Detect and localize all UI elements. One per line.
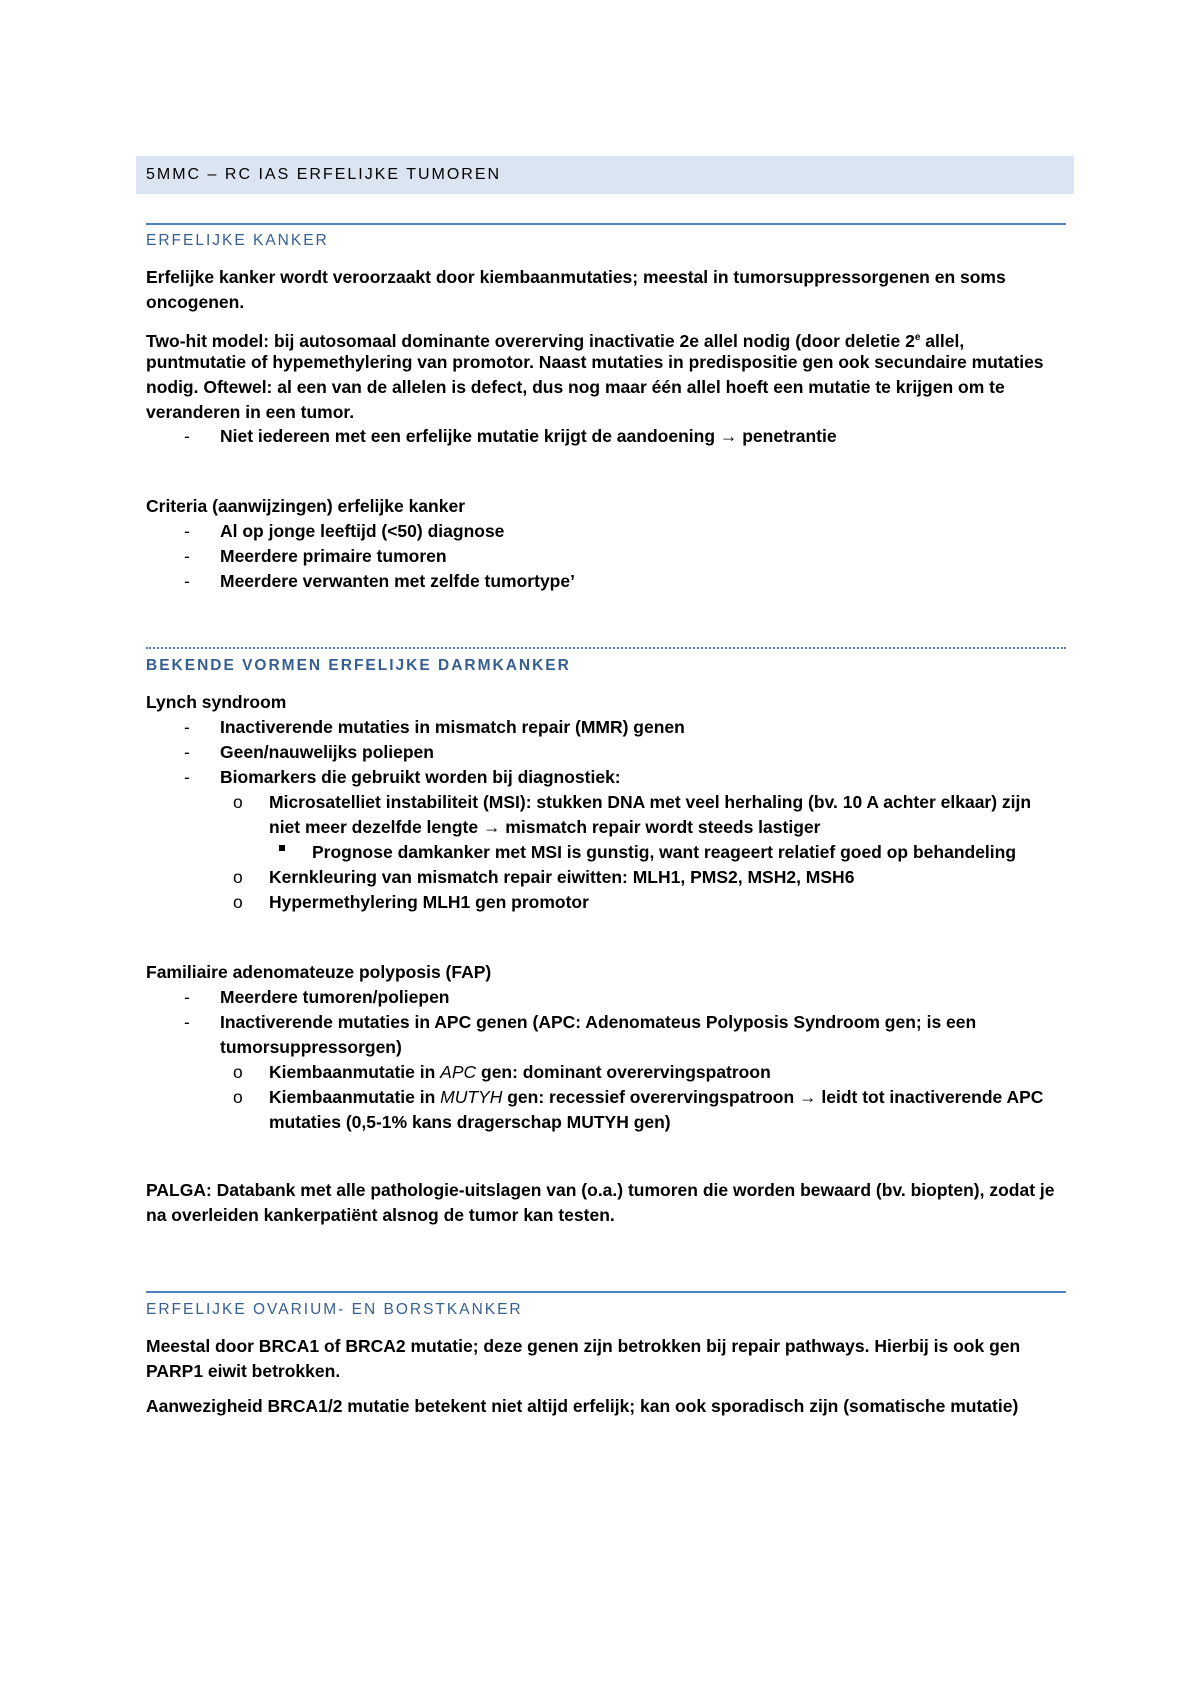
palga-line: na overleiden kankerpatiënt alsnog de tumor kan testen. [146, 1205, 615, 1225]
paragraph-line: puntmutatie of hypemethylering van promotor. Naast mutaties in predispositie gen ook secundaire mutaties [146, 352, 1044, 372]
circle-bullet: o [233, 1087, 243, 1107]
paragraph-line: PARP1 eiwit betrokken. [146, 1361, 341, 1381]
section-heading-erfelijke-kanker: ERFELIJKE KANKER [146, 232, 329, 249]
text-fragment: allel, [920, 330, 965, 351]
dash-bullet: - [184, 426, 190, 446]
paragraph-line: Meestal door BRCA1 of BRCA2 mutatie; deze genen zijn betrokken bij repair pathways. Hierbij is ook gen [146, 1336, 1021, 1356]
paragraph-line: oncogenen. [146, 292, 245, 312]
text-fragment: gen: dominant overervingspatroon [476, 1062, 771, 1082]
dash-bullet: - [184, 546, 190, 566]
dash-bullet: - [184, 987, 190, 1007]
text-fragment: Kiembaanmutatie in [269, 1087, 441, 1107]
gene-name: MUTYH [440, 1087, 503, 1107]
dash-bullet: - [184, 1012, 190, 1032]
list-item [269, 1085, 1043, 1110]
list-item: Niet iedereen met een erfelijke mutatie krijgt de aandoening → penetrantie [220, 426, 837, 446]
list-item: Microsatelliet instabiliteit (MSI): stukken DNA met veel herhaling (bv. 10 A achter elkaar) zijn [269, 792, 1032, 812]
list-item: Prognose damkanker met MSI is gunstig, want reageert relatief goed op behandeling [312, 842, 1017, 862]
list-item: Biomarkers die gebruikt worden bij diagnostiek: [220, 767, 621, 787]
dash-bullet: - [184, 521, 190, 541]
section-divider [146, 647, 1066, 649]
paragraph-line: Erfelijke kanker wordt veroorzaakt door kiembaanmutaties; meestal in tumorsuppressorgenen en soms [146, 267, 1006, 287]
superscript: e [914, 332, 921, 343]
palga-line: PALGA: Databank met alle pathologie-uitslagen van (o.a.) tumoren die worden bewaard (bv. biopten), zodat je [146, 1180, 1055, 1200]
dash-bullet: - [184, 717, 190, 737]
list-item: mutaties (0,5-1% kans dragerschap MUTYH gen) [269, 1112, 671, 1132]
circle-bullet: o [233, 867, 243, 887]
list-item: Meerdere primaire tumoren [220, 546, 447, 566]
page-title: 5MMC – RC IAS ERFELIJKE TUMOREN [136, 156, 1074, 194]
list-item: Meerdere verwanten met zelfde tumortype’ [220, 571, 575, 591]
paragraph-line: nodig. Oftewel: al een van de allelen is defect, dus nog maar één allel hoeft een mutatie te krijgen om te [146, 377, 1005, 397]
lynch-label: Lynch syndroom [146, 692, 287, 712]
circle-bullet: o [233, 892, 243, 912]
list-item: Al op jonge leeftijd (<50) diagnose [220, 521, 505, 541]
section-heading-darmkanker: BEKENDE VORMEN ERFELIJKE DARMKANKER [146, 657, 571, 674]
dash-bullet: - [184, 742, 190, 762]
list-item: niet meer dezelfde lengte → mismatch repair wordt steeds lastiger [269, 817, 821, 837]
list-item: tumorsuppressorgen) [220, 1037, 402, 1057]
section-divider [146, 223, 1066, 225]
circle-bullet: o [233, 792, 243, 812]
text-fragment: Kiembaanmutatie in [269, 1062, 441, 1082]
gene-name: APC [440, 1062, 477, 1082]
section-heading-ovarium-borstkanker: ERFELIJKE OVARIUM- EN BORSTKANKER [146, 1301, 523, 1318]
text-fragment: gen: recessief overervingspatroon → leidt tot inactiverende APC [502, 1087, 1044, 1107]
paragraph-line: Aanwezigheid BRCA1/2 mutatie betekent niet altijd erfelijk; kan ook sporadisch zijn (somatische mutatie) [146, 1396, 1019, 1416]
list-item [269, 1060, 771, 1085]
text-fragment: Two-hit model: bij autosomaal dominante overerving inactivatie 2e allel nodig (door deletie 2 [146, 330, 915, 351]
dash-bullet: - [184, 571, 190, 591]
criteria-label: Criteria (aanwijzingen) erfelijke kanker [146, 496, 466, 516]
list-item: Meerdere tumoren/poliepen [220, 987, 450, 1007]
paragraph-line: veranderen in een tumor. [146, 402, 355, 422]
list-item: Inactiverende mutaties in mismatch repair (MMR) genen [220, 717, 685, 737]
list-item: Kernkleuring van mismatch repair eiwitten: MLH1, PMS2, MSH2, MSH6 [269, 867, 855, 887]
list-item: Inactiverende mutaties in APC genen (APC: Adenomateus Polyposis Syndroom gen; is een [220, 1012, 977, 1032]
list-item: Hypermethylering MLH1 gen promotor [269, 892, 589, 912]
square-bullet [279, 845, 285, 851]
list-item: Geen/nauwelijks poliepen [220, 742, 434, 762]
circle-bullet: o [233, 1062, 243, 1082]
fap-label: Familiaire adenomateuze polyposis (FAP) [146, 962, 492, 982]
dash-bullet: - [184, 767, 190, 787]
section-divider [146, 1291, 1066, 1293]
